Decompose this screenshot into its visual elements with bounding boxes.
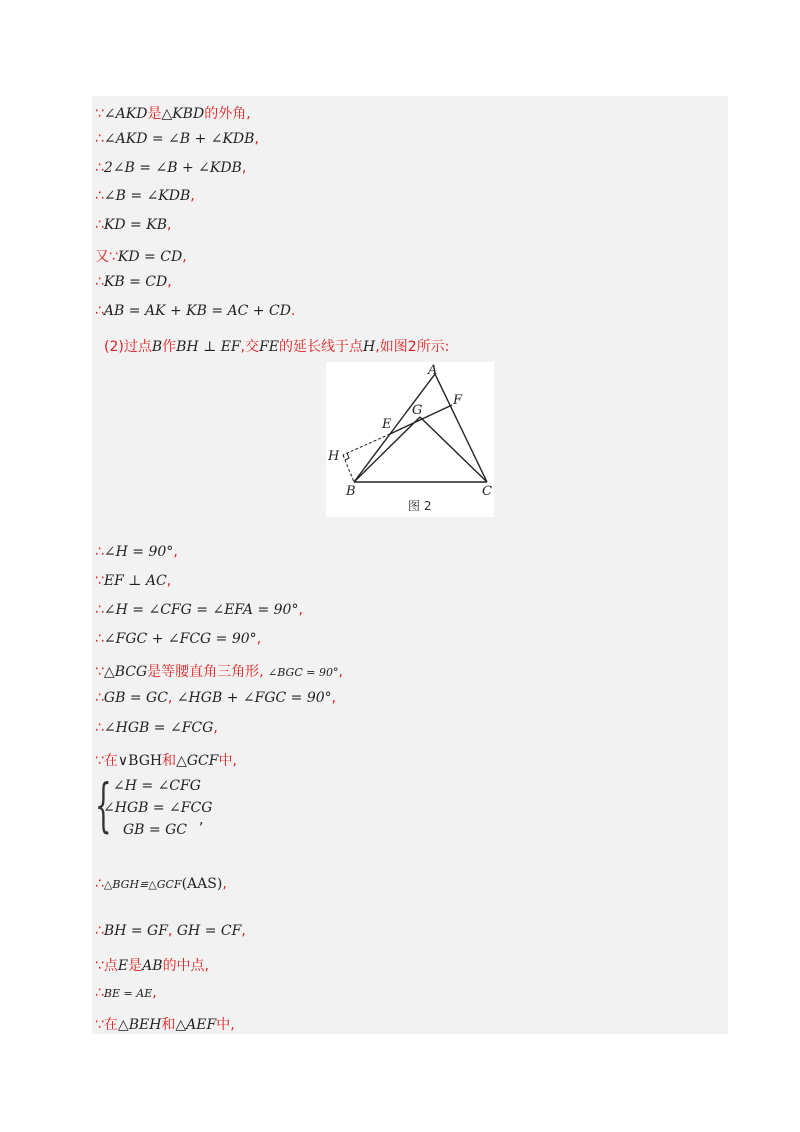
proof2-line-5: ∵△BCG是等腰直角三角形, ∠BGC = 90°, [95,664,343,680]
proof-line-7: ∴KB = CD, [95,274,172,290]
system-row-1: ∠H = ∠CFG [113,778,201,794]
triangle-diagram [326,362,494,517]
left-brace: { [95,771,112,839]
label-e: E [382,417,392,432]
segment-gc [420,417,487,482]
label-h: H [328,449,340,464]
proof2-line-7: ∴∠HGB = ∠FCG, [95,720,218,736]
geometry-figure-2 [326,362,494,517]
segment-ac [435,374,487,482]
label-g: G [412,403,423,418]
proof3-line-1: ∴△BGH≌△GCF(AAS), [95,876,227,892]
proof2-line-4: ∴∠FGC + ∠FCG = 90°, [95,631,262,647]
proof-line-5: ∴KD = KB, [95,217,172,233]
right-angle-mark [345,453,349,460]
proof2-line-3: ∴∠H = ∠CFG = ∠EFA = 90°, [95,602,303,618]
system-row-3: GB = GC [123,822,187,838]
label-a: A [428,363,438,378]
label-c: C [482,484,492,499]
system-row-2: ∠HGB = ∠FCG [103,800,213,816]
figure-caption: 图 2 [408,499,432,513]
dashed-hb [343,455,354,482]
label-f: F [453,393,463,408]
proof2-line-1: ∴∠H = 90°, [95,544,178,560]
proof-line-8: ∴AB = AK + KB = AC + CD. [95,303,296,319]
proof2-line-2: ∵EF ⊥ AC, [95,573,172,589]
proof-line-1: ∵∠AKD是△KBD的外角, [95,106,251,122]
proof-line-4: ∴∠B = ∠KDB, [95,188,195,204]
proof2-line-8: ∵在∨BGH和△GCF中, [95,753,237,769]
system-comma: , [199,812,204,828]
proof3-line-2: ∴BH = GF, GH = CF, [95,923,246,939]
proof-line-2: ∴∠AKD = ∠B + ∠KDB, [95,131,259,147]
proof3-line-3: ∵点E是AB的中点, [95,958,210,974]
segment-ab [354,374,435,482]
proof-line-3: ∴2∠B = ∠B + ∠KDB, [95,160,247,176]
proof-line-6: 又∵KD = CD, [95,249,187,265]
label-b: B [346,484,356,499]
proof3-line-5: ∵在△BEH和△AEF中, [95,1017,235,1033]
part2-heading: (2)过点B作BH ⊥ EF,交FE的延长线于点H,如图2所示: [104,339,450,355]
proof3-line-4: ∴BE = AE, [95,985,157,1001]
content-panel [92,96,728,1034]
proof2-line-6: ∴GB = GC, ∠HGB + ∠FGC = 90°, [95,690,337,706]
